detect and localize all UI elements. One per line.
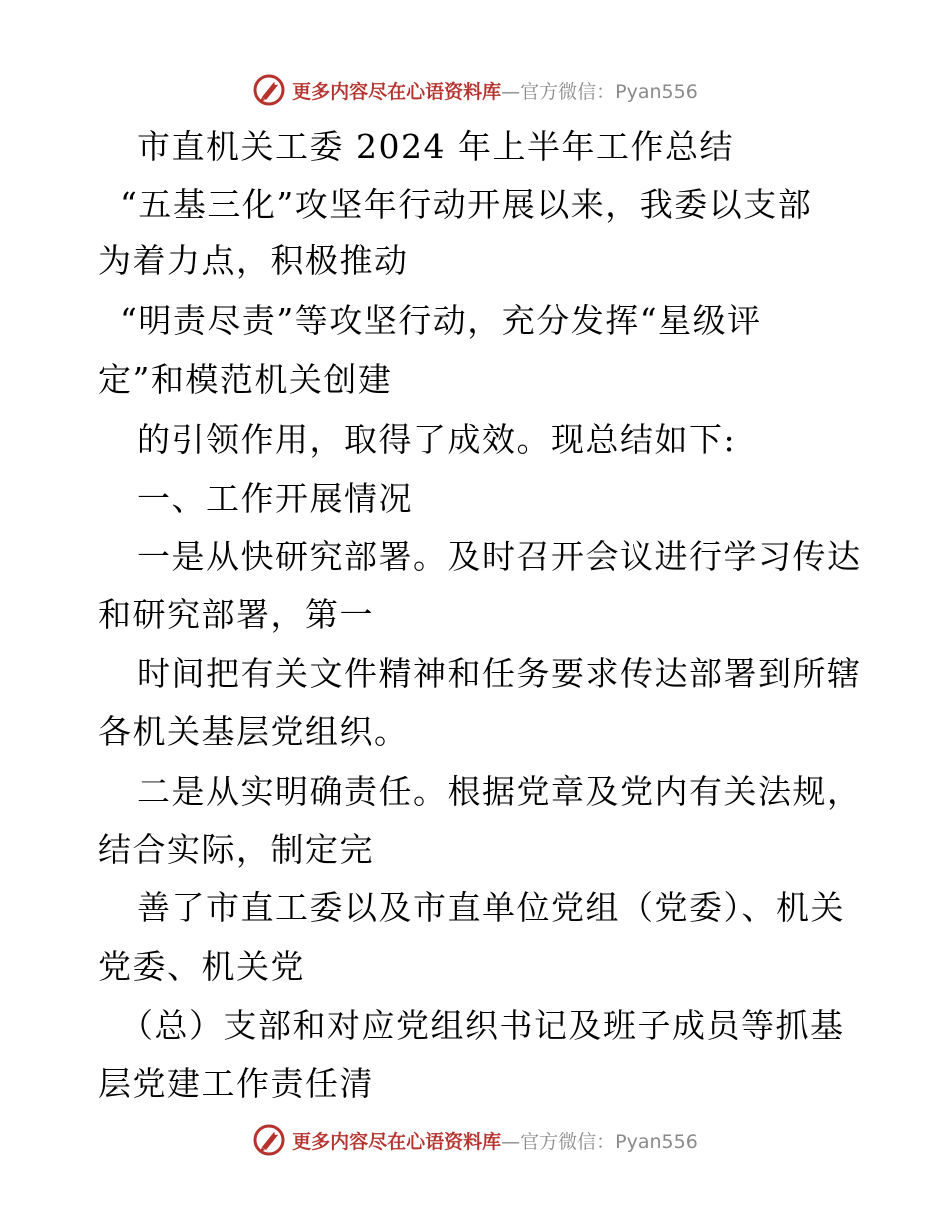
paragraph-line: （总）支部和对应党组织书记及班子成员等抓基 — [120, 1006, 845, 1045]
paragraph-line: “五基三化”攻坚年行动开展以来，我委以支部 — [120, 185, 813, 224]
watermark-text-main: 更多内容尽在心语资料库 — [292, 80, 502, 103]
paragraph-line: 结合实际，制定完 — [98, 830, 374, 869]
paragraph-line: “明责尽责”等攻坚行动，充分发挥“星级评 — [120, 301, 762, 340]
paragraph-line: 定”和模范机关创建 — [98, 360, 393, 399]
paragraph-line: 各机关基层党组织。 — [98, 712, 409, 751]
paragraph-line: 一是从快研究部署。及时召开会议进行学习传达 — [137, 537, 862, 576]
watermark-text-main: 更多内容尽在心语资料库 — [292, 1130, 502, 1153]
paragraph-line: 层党建工作责任清 — [98, 1064, 374, 1103]
paragraph-line: 善了市直工委以及市直单位党组（党委）、机关 — [137, 888, 845, 927]
watermark-text — [292, 1127, 698, 1154]
paragraph-line: 党委、机关党 — [98, 947, 305, 986]
watermark-text — [292, 77, 698, 104]
paragraph-line: 时间把有关文件精神和任务要求传达部署到所辖 — [137, 654, 862, 693]
watermark-banner-top — [0, 70, 950, 110]
paragraph-line: 和研究部署，第一 — [98, 595, 374, 634]
watermark-banner-bottom — [0, 1120, 950, 1160]
section-heading: 一、工作开展情况 — [137, 479, 413, 518]
pen-logo-icon — [252, 73, 286, 107]
paragraph-line: 为着力点，积极推动 — [98, 241, 409, 280]
watermark-text-contact: —官方微信：Pyan556 — [501, 80, 698, 103]
document-title: 市直机关工委 2024 年上半年工作总结 — [137, 127, 734, 166]
pen-logo-icon — [252, 1123, 286, 1157]
paragraph-line: 二是从实明确责任。根据党章及党内有关法规， — [137, 772, 862, 811]
watermark-text-contact: —官方微信：Pyan556 — [501, 1130, 698, 1153]
paragraph-line: 的引领作用，取得了成效。现总结如下: — [137, 420, 737, 459]
